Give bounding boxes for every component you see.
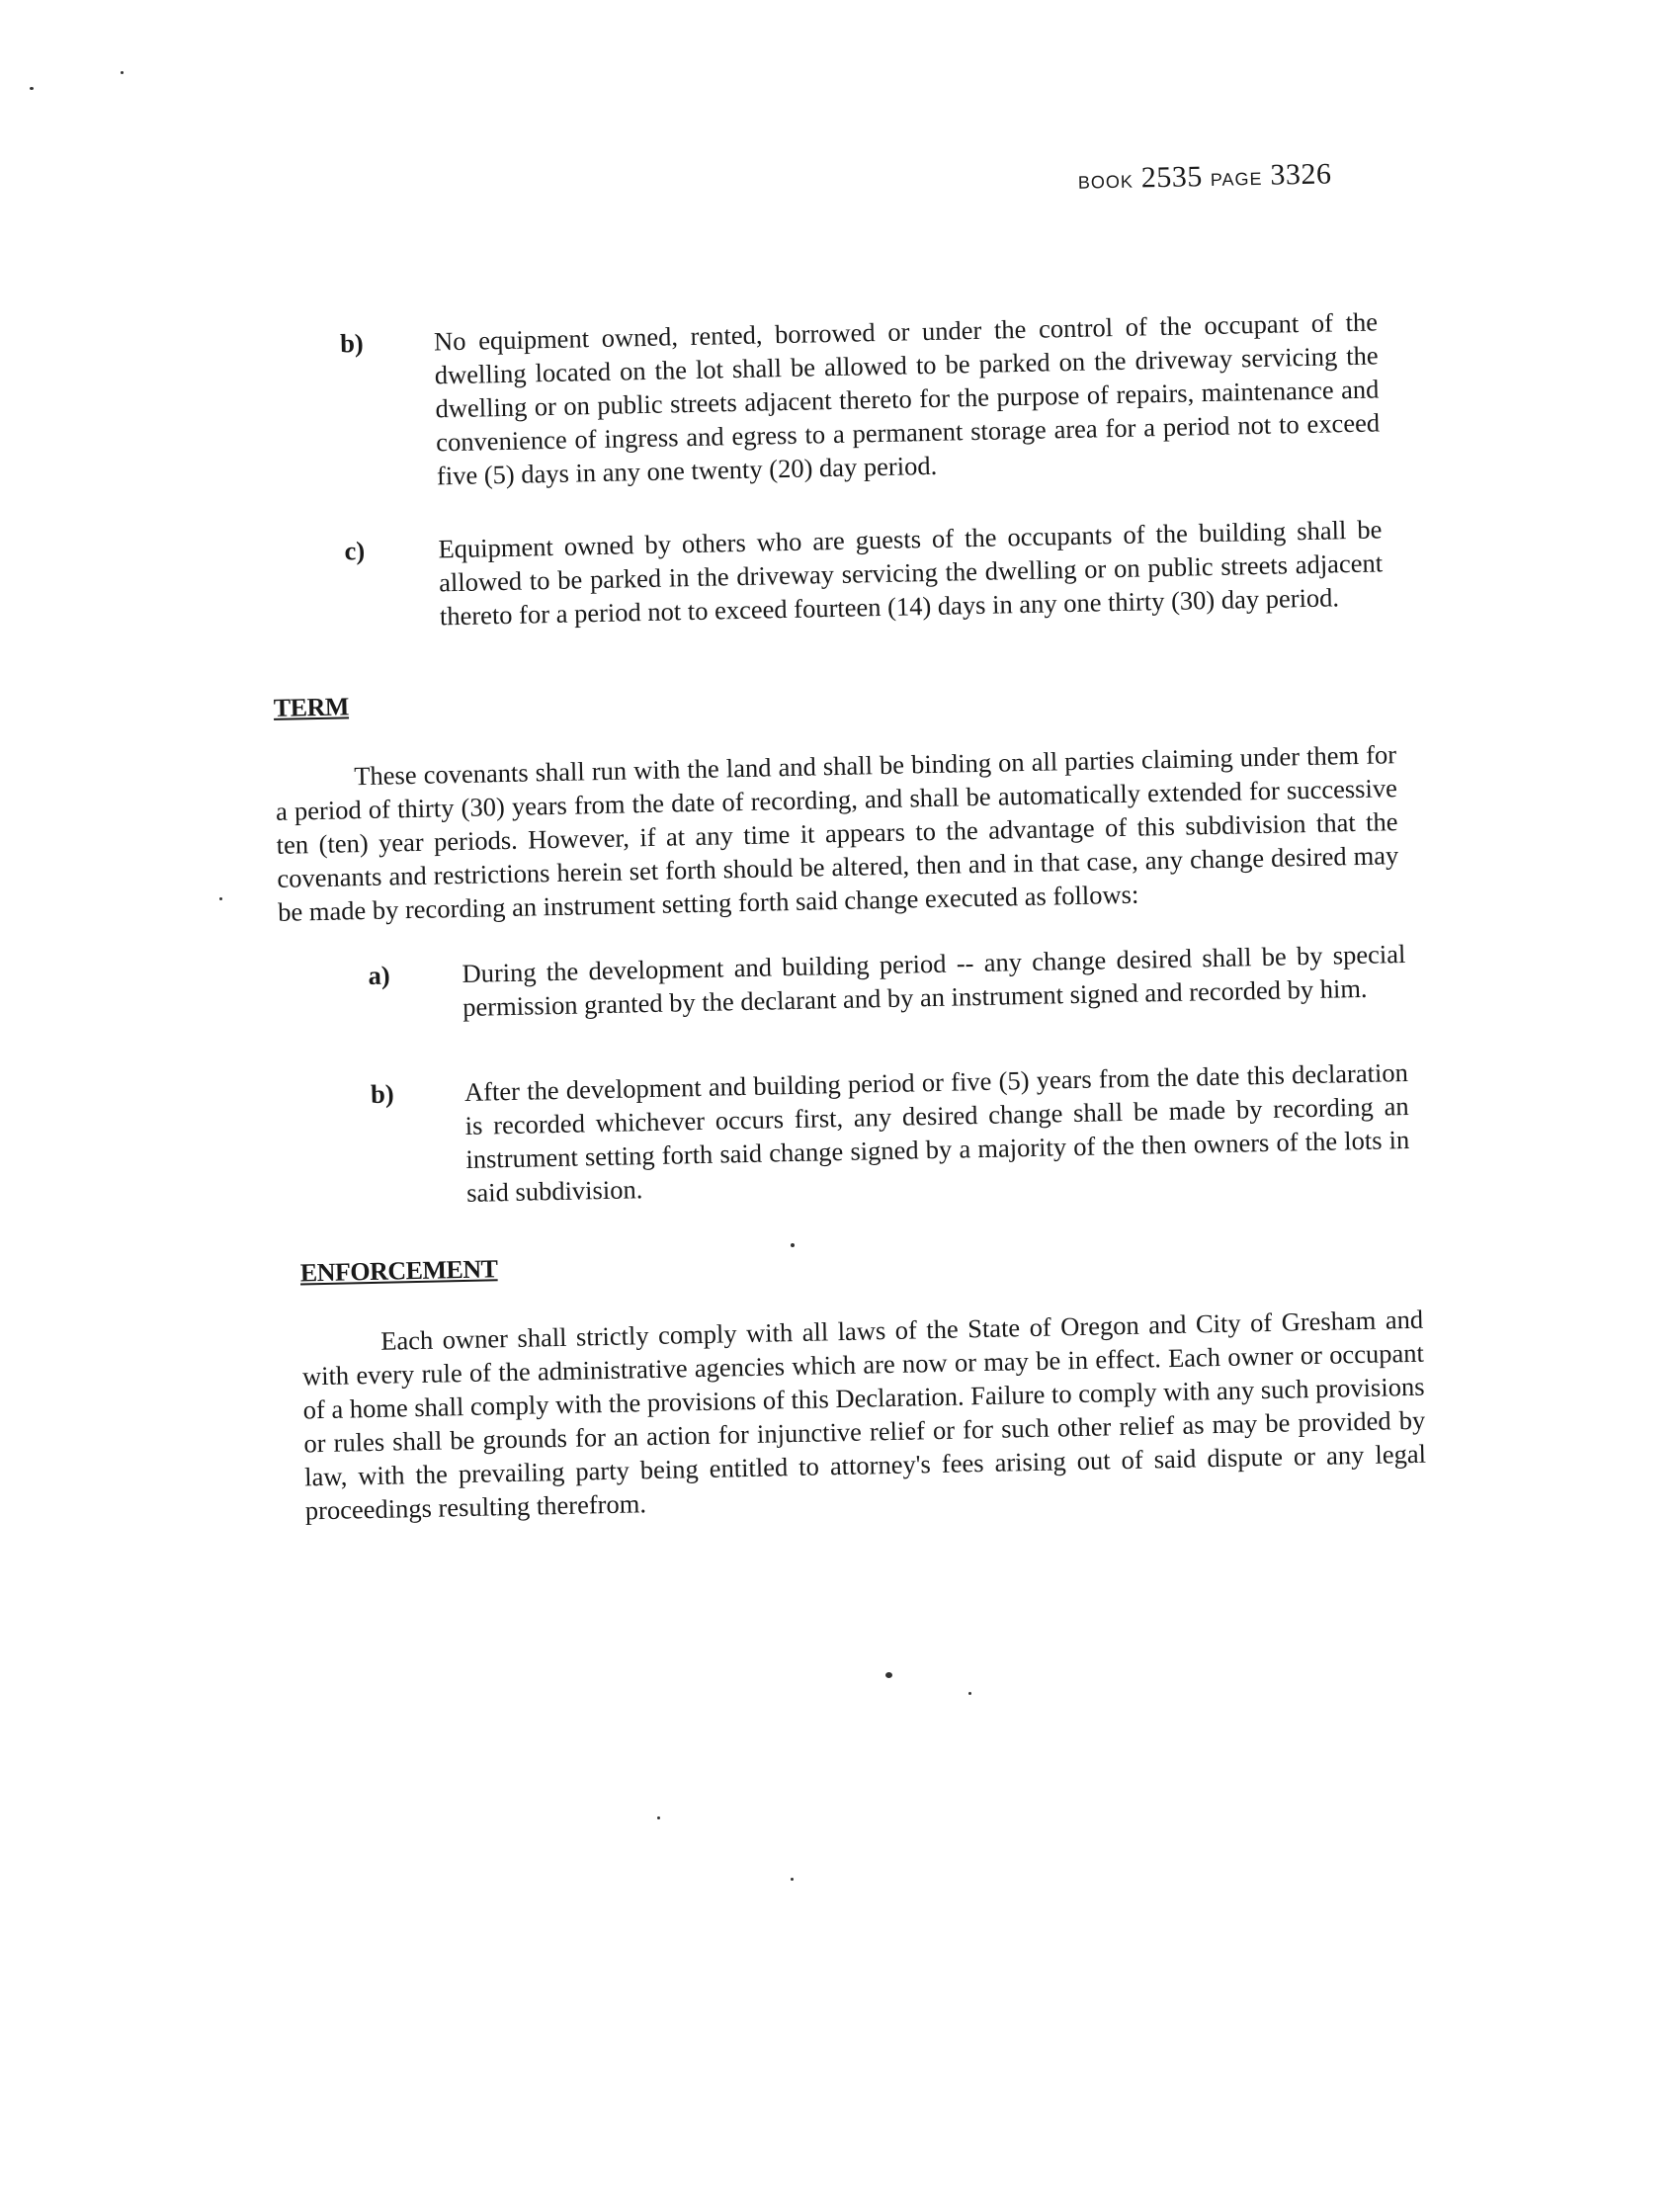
scan-speck (791, 1878, 794, 1881)
enforcement-paragraph: Each owner shall strictly comply with all laws of the State of Oregon and City of Gresham and with every rule of the administrative agencies which are now or may be in effect. Each owner or occupant of a home shall comply with the provisions of this Declaration. Failure to comply with any such provisions or rules shall be grounds for an action for injunctive relief or for such other relief as may be provided by law, with the prevailing party being entitled to attorney's fees arising out of said dispute or any legal proceedings resulting therefrom. (301, 1304, 1427, 1526)
item-text: No equipment owned, rented, borrowed or under the control of the occupant of the dwelling located on the lot shall be allowed to be parked on the driveway servicing the dwelling or on public streets adjacent thereto for the purpose of repairs, maintenance and convenience of ingress and egress to a permanent storage area for a period not to exceed five (5) days in any one twenty (20) day period. (433, 306, 1381, 491)
restriction-item-b (340, 304, 1382, 534)
item-text: During the development and building period -- any change desired shall be by special permission granted by the declarant and by an instrument signed and recorded by him. (462, 938, 1406, 1022)
page-number: 3326 (1270, 157, 1332, 192)
book-page-stamp (1077, 157, 1331, 196)
restriction-item-c (344, 512, 1385, 672)
book-label: BOOK (1077, 171, 1134, 193)
scan-speck (885, 1672, 892, 1678)
term-item-b (371, 1055, 1411, 1216)
scan-speck (219, 897, 222, 900)
book-number: 2535 (1140, 160, 1204, 195)
page-label: PAGE (1210, 168, 1263, 190)
item-marker: b) (370, 1078, 394, 1109)
item-marker: a) (368, 960, 390, 990)
item-text: After the development and building period or five (5) years from the date this declaration is recorded whichever occurs first, any desired change shall be made by recording an instrument setting forth said change signed by a majority of the then owners of the lots in said subdivision. (463, 1056, 1410, 1208)
item-marker: b) (339, 327, 365, 359)
scan-speck (657, 1816, 660, 1819)
item-marker: c) (344, 535, 366, 566)
scan-speck (30, 87, 34, 90)
scan-speck (968, 1692, 971, 1695)
term-item-a (368, 937, 1407, 1067)
term-heading: TERM (273, 692, 350, 722)
term-paragraph: These covenants shall run with the land and shall be binding on all parties claiming under them for a period of thirty (30) years from the date of recording, and shall be automatically extended for successive ten (ten) year periods. However, if at any time it appears to the advantage of this subdivision that the covenants and restrictions herein set forth should be altered, then and in that case, any change desired may be made by recording an instrument setting forth said change executed as follows: (275, 739, 1399, 927)
scan-speck (791, 1243, 795, 1247)
enforcement-heading: ENFORCEMENT (299, 1254, 498, 1288)
item-text: Equipment owned by others who are guests of the occupants of the building shall be allowed to be parked in the driveway servicing the dwelling or on public streets adjacent thereto for a period not to exceed fourteen (14) days in any one thirty (30) day period. (438, 514, 1384, 632)
scan-speck (121, 71, 124, 74)
